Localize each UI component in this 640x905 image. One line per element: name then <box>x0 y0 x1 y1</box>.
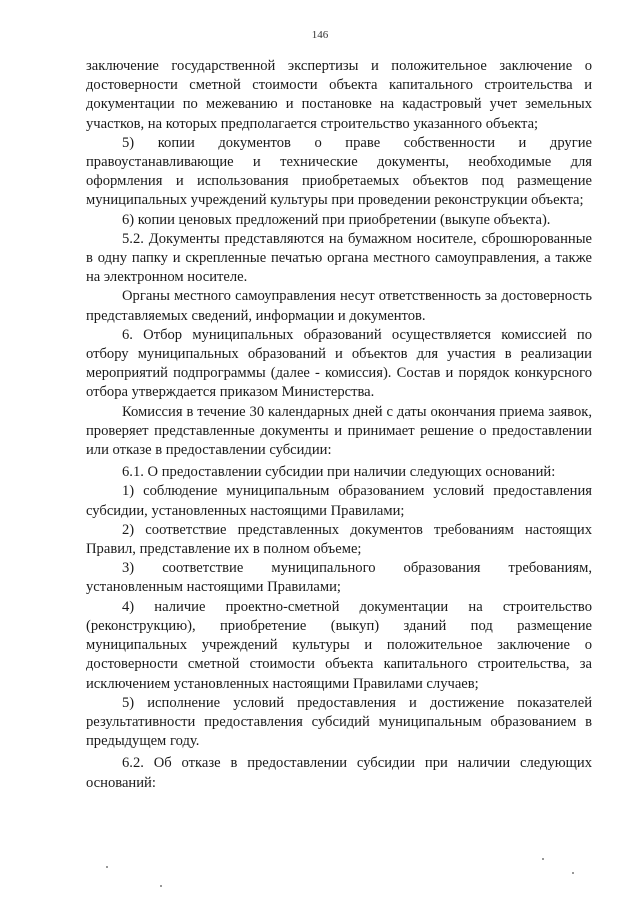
list-item: 1) соблюдение муниципальным образованием условий предоставления субсидии, установленных настоящими Правилами; <box>86 483 592 519</box>
paragraph: 5.2. Документы представляются на бумажном носителе, сброшюрованные в одну папку и скрепленные печатью органа местного самоуправления, а также на электронном носителе. <box>86 230 592 286</box>
section-heading: 6.2. Об отказе в предоставлении субсидии при наличии следующих оснований: <box>86 755 592 791</box>
paragraph: Органы местного самоуправления несут ответственность за достоверность представляемых сведений, информации и документов. <box>86 288 592 324</box>
paragraph: заключение государственной экспертизы и положительное заключение о достоверности сметной стоимости объекта капитального строительства и документации по межеванию и постановке на кадастровый учет земельных участков, на которых предполагается строительство указанного объекта; <box>86 58 592 132</box>
page-number: 146 <box>311 29 329 41</box>
scan-speck <box>106 866 108 868</box>
scan-speck <box>160 885 162 887</box>
paragraph: 6. Отбор муниципальных образований осуществляется комиссией по отбору муниципальных образований и объектов для участия в реализации мероприятий подпрограммы (далее - комиссия). Состав и порядок конкурсного отбора утверждается приказом Министерства. <box>86 326 592 401</box>
document-body <box>86 57 592 793</box>
list-item: 3) соответствие муниципального образования требованиям, установленным настоящими Правилами; <box>86 560 592 596</box>
paragraph: Комиссия в течение 30 календарных дней с даты окончания приема заявок, проверяет представленные документы и принимает решение о предоставлении или отказе в предоставлении субсидии: <box>86 403 592 459</box>
list-item: 5) копии документов о праве собственности и другие правоустанавливающие и технические документы, необходимые для оформления и использования приобретаемых объектов под размещение муниципальных учреждений культуры при проведении реконструкции объекта; <box>86 134 592 209</box>
scan-speck <box>572 872 574 874</box>
list-item: 5) исполнение условий предоставления и достижение показателей результативности предоставления субсидий муниципальным образованием в предыдущем году. <box>86 694 592 750</box>
list-item: 4) наличие проектно-сметной документации на строительство (реконструкцию), приобретение (выкуп) зданий под размещение муниципальных учреждений культуры и положительное заключение о достоверности сметной стоимости объекта капитального строительства, за исключением установленных настоящими Правилами случаев; <box>86 598 592 692</box>
list-item: 6) копии ценовых предложений при приобретении (выкупе объекта). <box>122 211 551 228</box>
list-item: 2) соответствие представленных документов требованиям настоящих Правил, представление их в полном объеме; <box>86 521 592 558</box>
section-heading: 6.1. О предоставлении субсидии при наличии следующих оснований: <box>122 464 556 481</box>
scan-speck <box>542 858 544 860</box>
